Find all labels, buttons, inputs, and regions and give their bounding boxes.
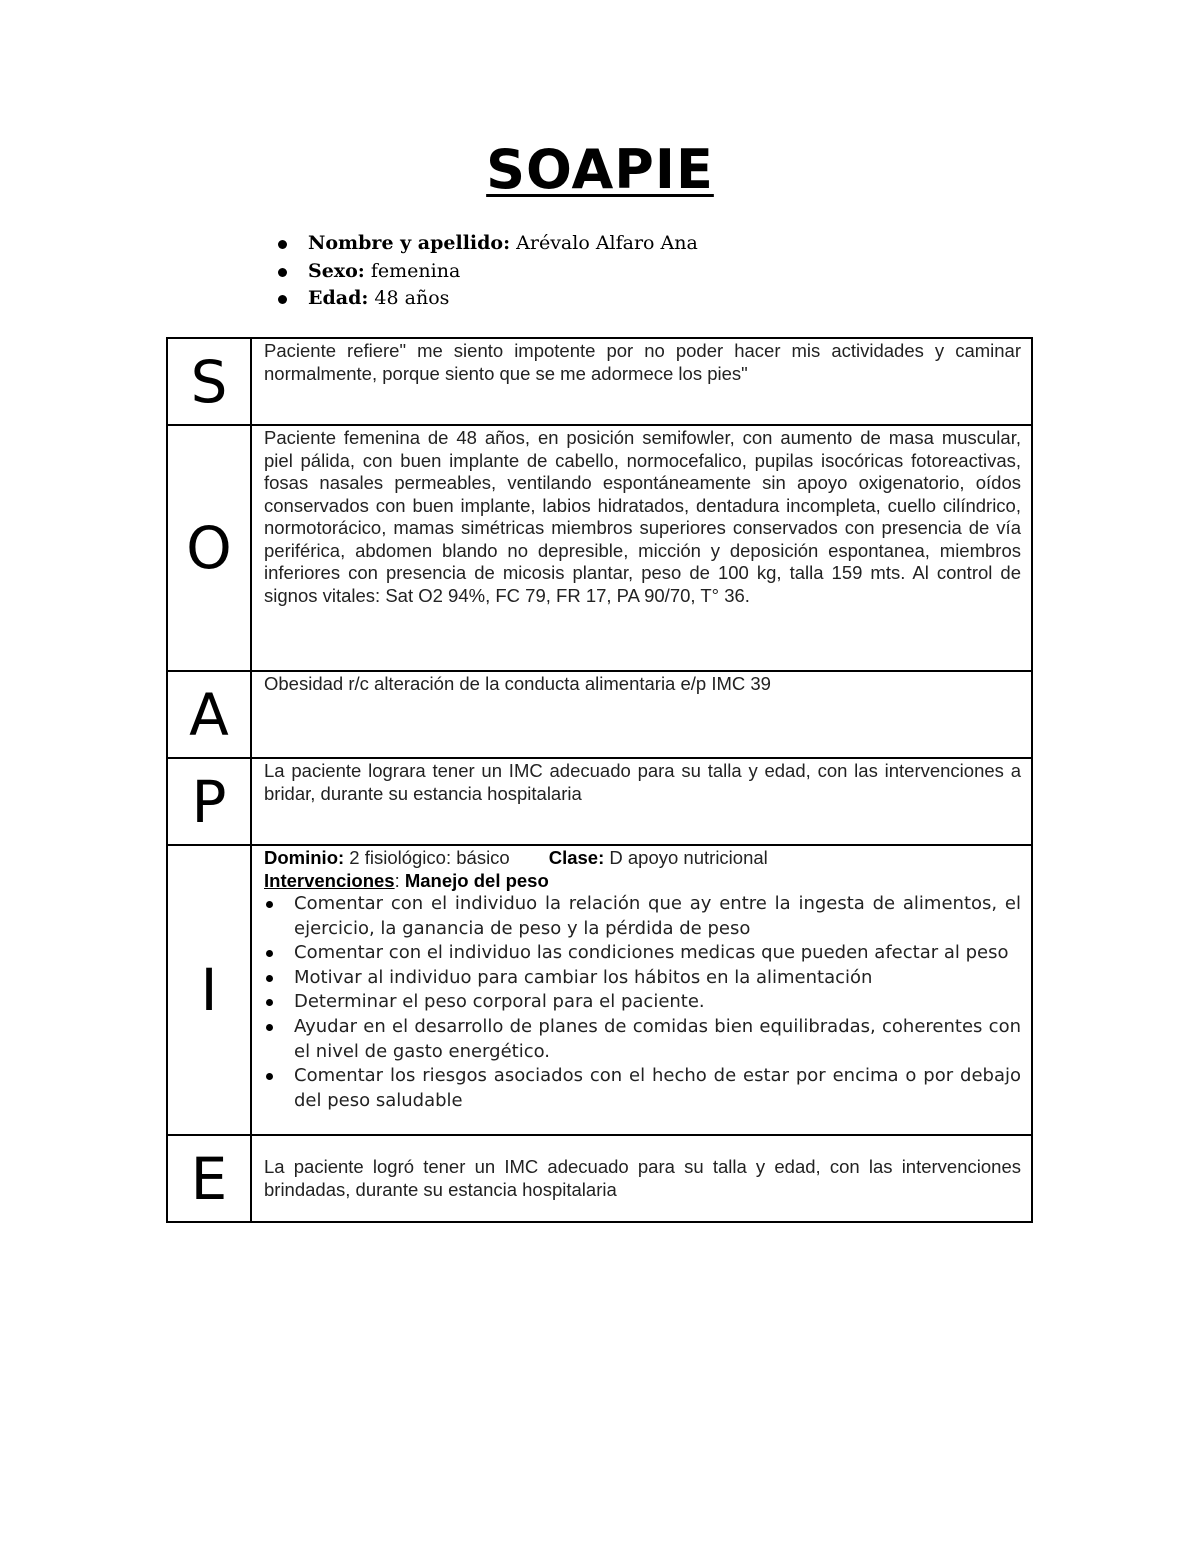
- patient-info-list: [270, 230, 698, 313]
- bullet-icon: [266, 901, 273, 908]
- intervention-item-text: Ayudar en el desarrollo de planes de comidas bien equilibradas, coherentes con el nivel de gasto energético.: [294, 1015, 1021, 1062]
- patient-age-item: [270, 285, 698, 313]
- patient-age-value: 48 años: [368, 287, 450, 309]
- patient-sex-label: Sexo:: [308, 259, 365, 282]
- patient-sex-item: [270, 258, 698, 286]
- intervention-cell: [251, 845, 1032, 1135]
- intervention-item-text: Motivar al individuo para cambiar los hábitos en la alimentación: [294, 966, 873, 988]
- soapie-letter-e: E: [167, 1135, 251, 1222]
- list-item: [264, 990, 1021, 1015]
- soapie-row-s: [167, 338, 1032, 425]
- intervention-item-text: Comentar con el individuo la relación que ay entre la ingesta de alimentos, el ejercicio, la ganancia de peso y la pérdida de peso: [294, 893, 1021, 939]
- intervention-item-text: Determinar el peso corporal para el paciente.: [294, 991, 705, 1013]
- interventions-heading: [264, 870, 1021, 893]
- domain-label: Dominio:: [264, 847, 345, 868]
- bullet-icon: [278, 268, 287, 277]
- evaluation-text: La paciente logró tener un IMC adecuado para su talla y edad, con las intervenciones brindadas, durante su estancia hospitalaria: [251, 1135, 1032, 1222]
- bullet-icon: [278, 240, 287, 249]
- patient-name-item: [270, 230, 698, 258]
- soapie-row-a: [167, 671, 1032, 758]
- patient-age-label: Edad:: [308, 287, 369, 309]
- soapie-row-e: [167, 1135, 1032, 1222]
- plan-text: La paciente lograra tener un IMC adecuado para su talla y edad, con las intervenciones a bridar, durante su estancia hospitalaria: [251, 758, 1032, 845]
- bullet-icon: [278, 295, 287, 304]
- subjective-text: Paciente refiere" me siento impotente por no poder hacer mis actividades y caminar normalmente, porque siento que se me adormece los pies": [251, 338, 1032, 425]
- list-item: [264, 941, 1021, 966]
- list-item: [264, 892, 1021, 941]
- class-value: D apoyo nutricional: [604, 847, 768, 868]
- list-item: [264, 966, 1021, 991]
- soapie-row-i: [167, 845, 1032, 1135]
- domain-value: 2 fisiológico: básico: [344, 847, 510, 868]
- page-title: SOAPIE: [486, 138, 714, 201]
- patient-name-label: Nombre y apellido:: [308, 232, 511, 254]
- bullet-icon: [266, 975, 273, 982]
- interventions-label: Intervenciones: [264, 869, 395, 891]
- bullet-icon: [266, 950, 273, 957]
- patient-name-value: Arévalo Alfaro Ana: [510, 232, 698, 254]
- soapie-letter-a: A: [167, 671, 251, 758]
- soapie-table: [166, 337, 1033, 1223]
- intervention-item-text: Comentar con el individuo las condiciones medicas que pueden afectar al peso: [294, 942, 1009, 964]
- soapie-letter-i: I: [167, 845, 251, 1135]
- domain-class-line: [264, 847, 1021, 870]
- bullet-icon: [266, 1024, 273, 1031]
- list-item: [264, 1015, 1021, 1064]
- interventions-value: Manejo del peso: [404, 869, 549, 891]
- list-item: [264, 1064, 1021, 1113]
- assessment-text: Obesidad r/c alteración de la conducta alimentaria e/p IMC 39: [251, 671, 1032, 758]
- soapie-letter-s: S: [167, 338, 251, 425]
- soapie-row-o: [167, 425, 1032, 671]
- bullet-icon: [266, 999, 273, 1006]
- soapie-letter-o: O: [167, 425, 251, 671]
- intervention-item-text: Comentar los riesgos asociados con el hecho de estar por encima o por debajo del peso saludable: [294, 1065, 1021, 1111]
- patient-sex-value: femenina: [364, 259, 461, 282]
- class-label: Clase:: [548, 847, 605, 868]
- intervention-list: [264, 892, 1021, 1113]
- soapie-row-p: [167, 758, 1032, 845]
- objective-text: Paciente femenina de 48 años, en posición semifowler, con aumento de masa muscular, piel pálida, con buen implante de cabello, normocefalico, pupilas isocóricas fotoreactivas, fosas nasales permeables, ventilando espontáneamente sin apoyo oxigenatorio, oídos conservados con buen implante, labios hidratados, dentadura incompleta, cuello cilíndrico, normotorácico, mamas simétricas miembros superiores conservados con presencia de vía periférica, abdomen blando no depresible, micción y deposición espontanea, miembros inferiores con presencia de micosis plantar, peso de 100 kg, talla 159 mts. Al control de signos vitales: Sat O2 94%, FC 79, FR 17, PA 90/70, T° 36.: [251, 425, 1032, 671]
- interventions-colon: :: [394, 869, 405, 891]
- bullet-icon: [266, 1073, 273, 1080]
- soapie-letter-p: P: [167, 758, 251, 845]
